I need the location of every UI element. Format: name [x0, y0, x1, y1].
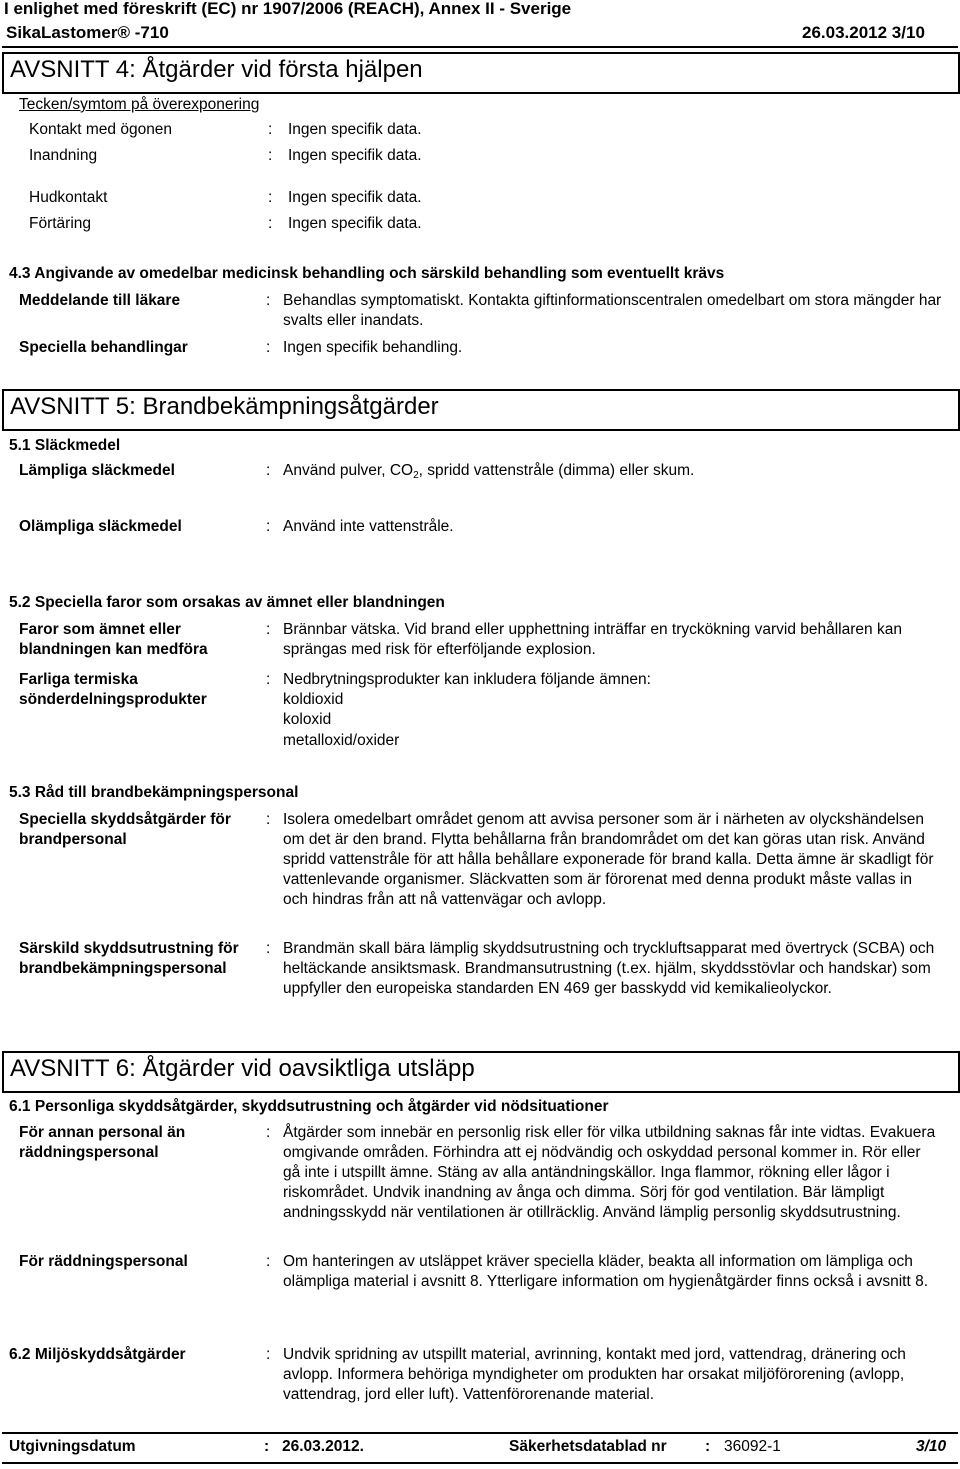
row-label-inhalation: Inandning [29, 147, 98, 164]
subsection-5-2-heading: 5.2 Speciella faror som orsakas av ämnet eller blandningen [9, 594, 445, 611]
subsection-6-2-value: Undvik spridning av utspillt material, avrinning, kontakt med jord, vattendrag, dränering och avlopp. Informera behöriga myndigheter om produkten har orsakat miljöförorening (avlopp, vattendrag, jord eller luft). Vattenförorenande material. [283, 1346, 906, 1403]
sds-number-value: 36092-1 [724, 1438, 781, 1455]
protective-equipment-label: Särskild skyddsutrustning för brandbekämpningspersonal [19, 940, 239, 977]
colon: : [268, 215, 273, 232]
responders-label: För räddningspersonal [19, 1253, 188, 1270]
hazards-label: Faror som ämnet eller blandningen kan medföra [19, 621, 208, 658]
suitable-media-value: Använd pulver, $CO_2$, spridd vattenstråle (dimma) eller skum. [283, 462, 695, 481]
footer-page-number: 3/10 [916, 1438, 947, 1455]
header-divider [2, 46, 958, 48]
row-value-inhalation: Ingen specifik data. [288, 147, 422, 164]
footer-divider [2, 1432, 958, 1434]
special-treatment-label: Speciella behandlingar [19, 339, 188, 356]
row-value-skin: Ingen specifik data. [288, 189, 422, 206]
colon: : [266, 940, 271, 957]
colon: : [264, 1438, 270, 1455]
colon: : [266, 1346, 271, 1363]
responders-value: Om hanteringen av utsläppet kräver speciella kläder, beakta all information om lämpliga och olämpliga material i avsnitt 8. Ytterligare information om hygienåtgärder finns också i avsnitt 8. [283, 1253, 928, 1290]
precautions-label: Speciella skyddsåtgärder för brandpersonal [19, 811, 231, 848]
doctor-note-value: Behandlas symptomatiskt. Kontakta giftinformationscentralen omedelbart om stora mängder har svalts eller inandats. [283, 292, 942, 329]
colon: : [268, 121, 273, 138]
product-name: SikaLastomer® -710 [6, 23, 169, 42]
colon: : [266, 339, 271, 356]
colon: : [266, 292, 271, 309]
document-header-title: I enlighet med föreskrift (EC) nr 1907/2006 (REACH), Annex II - Sverige [4, 0, 572, 18]
row-value-ingestion: Ingen specifik data. [288, 215, 422, 232]
colon: : [266, 621, 271, 638]
colon: : [266, 462, 271, 479]
issue-date-label: Utgivningsdatum [9, 1438, 136, 1455]
thermal-products-value: Nedbrytningsprodukter kan inkludera följande ämnen: [283, 671, 651, 688]
footer-bottom-line [2, 1462, 958, 1464]
unsuitable-media-label: Olämpliga släckmedel [19, 518, 182, 535]
section5-heading-box [2, 389, 960, 431]
colon: : [705, 1438, 711, 1455]
row-value-eye: Ingen specifik data. [288, 121, 422, 138]
section4-heading: AVSNITT 4: Åtgärder vid första hjälpen [10, 56, 423, 83]
section6-heading-box [2, 1051, 960, 1093]
header-date-page: 26.03.2012 3/10 [802, 23, 925, 42]
sds-number-label: Säkerhetsdatablad nr [509, 1438, 667, 1455]
list-item: koloxid [283, 711, 332, 728]
section5-heading: AVSNITT 5: Brandbekämpningsåtgärder [10, 393, 439, 420]
subsection-4-3-heading: 4.3 Angivande av omedelbar medicinsk behandling och särskild behandling som eventuellt krävs [9, 265, 725, 282]
colon: : [268, 147, 273, 164]
special-treatment-value: Ingen specifik behandling. [283, 339, 463, 356]
hazards-value: Brännbar vätska. Vid brand eller upphettning inträffar en tryckökning varvid behållaren kan sprängas med risk för efterföljande explosion. [283, 621, 902, 658]
subsection-6-2-label: 6.2 Miljöskyddsåtgärder [9, 1346, 186, 1363]
colon: : [266, 811, 271, 828]
subsection-6-1-heading: 6.1 Personliga skyddsåtgärder, skyddsutrustning och åtgärder vid nödsituationer [9, 1098, 609, 1115]
row-label-skin: Hudkontakt [29, 189, 108, 206]
subsection-5-1-heading: 5.1 Släckmedel [9, 437, 121, 454]
list-item: metalloxid/oxider [283, 732, 400, 749]
colon: : [266, 671, 271, 688]
row-label-ingestion: Förtäring [29, 215, 92, 232]
precautions-value: Isolera omedelbart området genom att avvisa personer som är i närheten av olyckshändelsen om det är den brand. Flytta behållarna från brandområdet om det kan göras utan risk. Använd spridd vattenstråle för att hålla behållare exponerade för brand kalla. Detta ämne är skadligt för vattenlevande organismer. Släckvatten som är förorenat med denna produkt måste vallas in och hindras från att nå vattenvägar och avlopp. [283, 811, 934, 908]
colon: : [266, 1253, 271, 1270]
section6-heading: AVSNITT 6: Åtgärder vid oavsiktliga utsläpp [10, 1055, 475, 1082]
section4-heading-box [2, 52, 960, 94]
non-emergency-label: För annan personal än räddningspersonal [19, 1124, 186, 1161]
doctor-note-label: Meddelande till läkare [19, 292, 181, 309]
protective-equipment-value: Brandmän skall bära lämplig skyddsutrustning och tryckluftsapparat med övertryck (SCBA) och heltäckande ansiktsmask. Brandmansutrustning (t.ex. hjälm, skyddsstövlar och handskar) som uppfyller den europeiska standarden EN 469 ger basskydd vid kemikalieolyckor. [283, 940, 935, 997]
subsection-5-3-heading: 5.3 Råd till brandbekämpningspersonal [9, 784, 299, 801]
row-label-eye: Kontakt med ögonen [29, 121, 173, 138]
unsuitable-media-value: Använd inte vattenstråle. [283, 518, 454, 535]
non-emergency-value: Åtgärder som innebär en personlig risk eller för vilka utbildning saknas får inte vidtas. Evakuera omgivande områden. Förhindra att ej nödvändig och oskyddad personal kommer in. Rör eller gå inte i utspillt ämne. Stäng av alla antändningskällor. Inga flammor, rökning eller lågor i riskområdet. Undvik inandning av ånga och dimma. Sörj för god ventilation. Bär lämpligt andningsskydd när ventilationen är otillräcklig. Använd lämplig personlig skyddsutrustning. [283, 1124, 936, 1221]
thermal-products-label: Farliga termiska sönderdelningsprodukter [19, 671, 207, 708]
issue-date-value: 26.03.2012. [282, 1438, 364, 1455]
list-item: koldioxid [283, 691, 344, 708]
colon: : [268, 189, 273, 206]
colon: : [266, 1124, 271, 1141]
symptoms-heading: Tecken/symtom på överexponering [19, 96, 260, 113]
colon: : [266, 518, 271, 535]
suitable-media-label: Lämpliga släckmedel [19, 462, 175, 479]
